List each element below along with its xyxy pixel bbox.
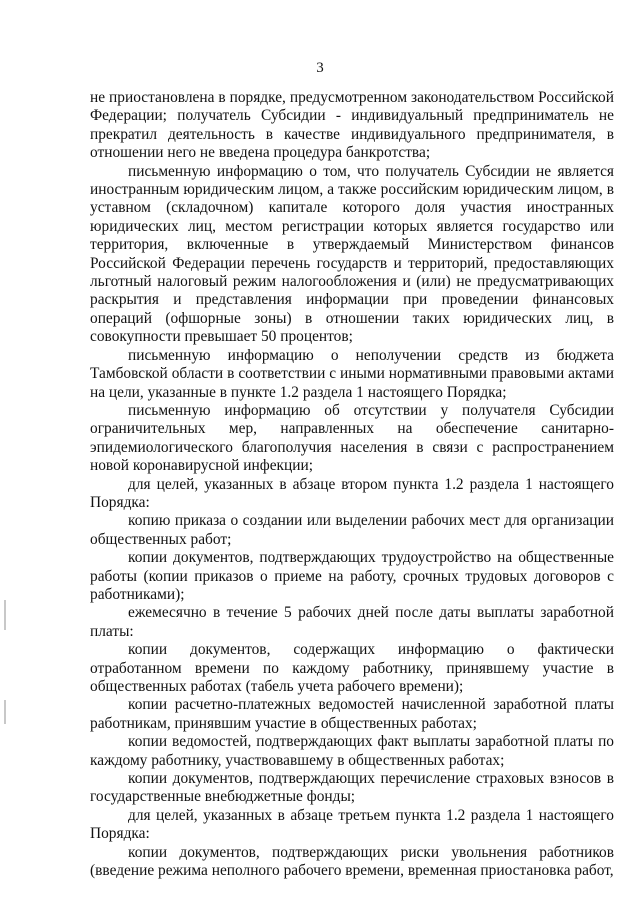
page-number: 3 xyxy=(316,60,324,76)
paragraph-continuation: не приостановлена в порядке, предусмотренном законодательством Российской Федерации; получатель Субсидии - индивидуальный предприниматель не прекратил деятельность в качестве индивидуального предпринимателя, в отношении него не введена процедура банкротства; xyxy=(90,89,614,162)
paragraph-order-copy: копию приказа о создании или выделении рабочих мест для организации общественных работ; xyxy=(90,512,614,548)
paragraph-dismissal-risks: копии документов, подтверждающих риски увольнения работников (введение режима неполного рабочего времени, временная приостановка работ, xyxy=(90,843,614,880)
paragraph-insurance: копии документов, подтверждающих перечисление страховых взносов в государственные внебюджетные фонды; xyxy=(90,770,614,806)
paragraph-monthly: ежемесячно в течение 5 рабочих дней после даты выплаты заработной платы: xyxy=(90,604,614,640)
paragraph-purpose-third: для целей, указанных в абзаце третьем пункта 1.2 раздела 1 настоящего Порядка: xyxy=(90,806,614,843)
paragraph-restrictions-info: письменную информацию об отсутствии у получателя Субсидии ограничительных мер, направленных на обеспечение санитарно-эпидемиологического благополучия населения в связи с распространением новой коронавирусной инфекции; xyxy=(90,401,614,475)
paragraph-employment-docs: копии документов, подтверждающих трудоустройство на общественные работы (копии приказов о приеме на работу, срочных трудовых договоров с работниками); xyxy=(90,549,614,603)
scan-edge-mark xyxy=(4,600,6,630)
paragraph-budget-info: письменную информацию о неполучении средств из бюджета Тамбовской области в соответствии с иными нормативными правовыми актами на цели, указанные в пункте 1.2 раздела 1 настоящего Порядка; xyxy=(90,346,614,401)
paragraph-timesheet: копии документов, содержащих информацию о фактически отработанном времени по каждому работнику, принявшему участие в общественных работах (табель учета рабочего времени); xyxy=(90,641,614,695)
paragraph-purpose-second: для целей, указанных в абзаце втором пункта 1.2 раздела 1 настоящего Порядка: xyxy=(90,475,614,511)
paragraph-payroll: копии расчетно-платежных ведомостей начисленной заработной платы работникам, принявшим участие в общественных работах; xyxy=(90,696,614,732)
scan-edge-mark xyxy=(4,700,6,724)
paragraph-payment-statements: копии ведомостей, подтверждающих факт выплаты заработной платы по каждому работнику, участвовавшему в общественных работах; xyxy=(90,733,614,769)
paragraph-offshore-info: письменную информацию о том, что получатель Субсидии не является иностранным юридическим лицом, а также российским юридическим лицом, в уставном (складочном) капитале которого доля участия иностранных юридических лиц, местом регистрации которых является государство или территория, включенные в утверждаемый Министерством финансов Российской Федерации перечень государств и территорий, предоставляющих льготный налоговый режим налогообложения и (или) не предусматривающих раскрытия и представления информации при проведении финансовых операций (офшорные зоны) в отношении таких юридических лиц, в совокупности превышает 50 процентов; xyxy=(90,162,614,346)
document-body xyxy=(90,89,614,880)
